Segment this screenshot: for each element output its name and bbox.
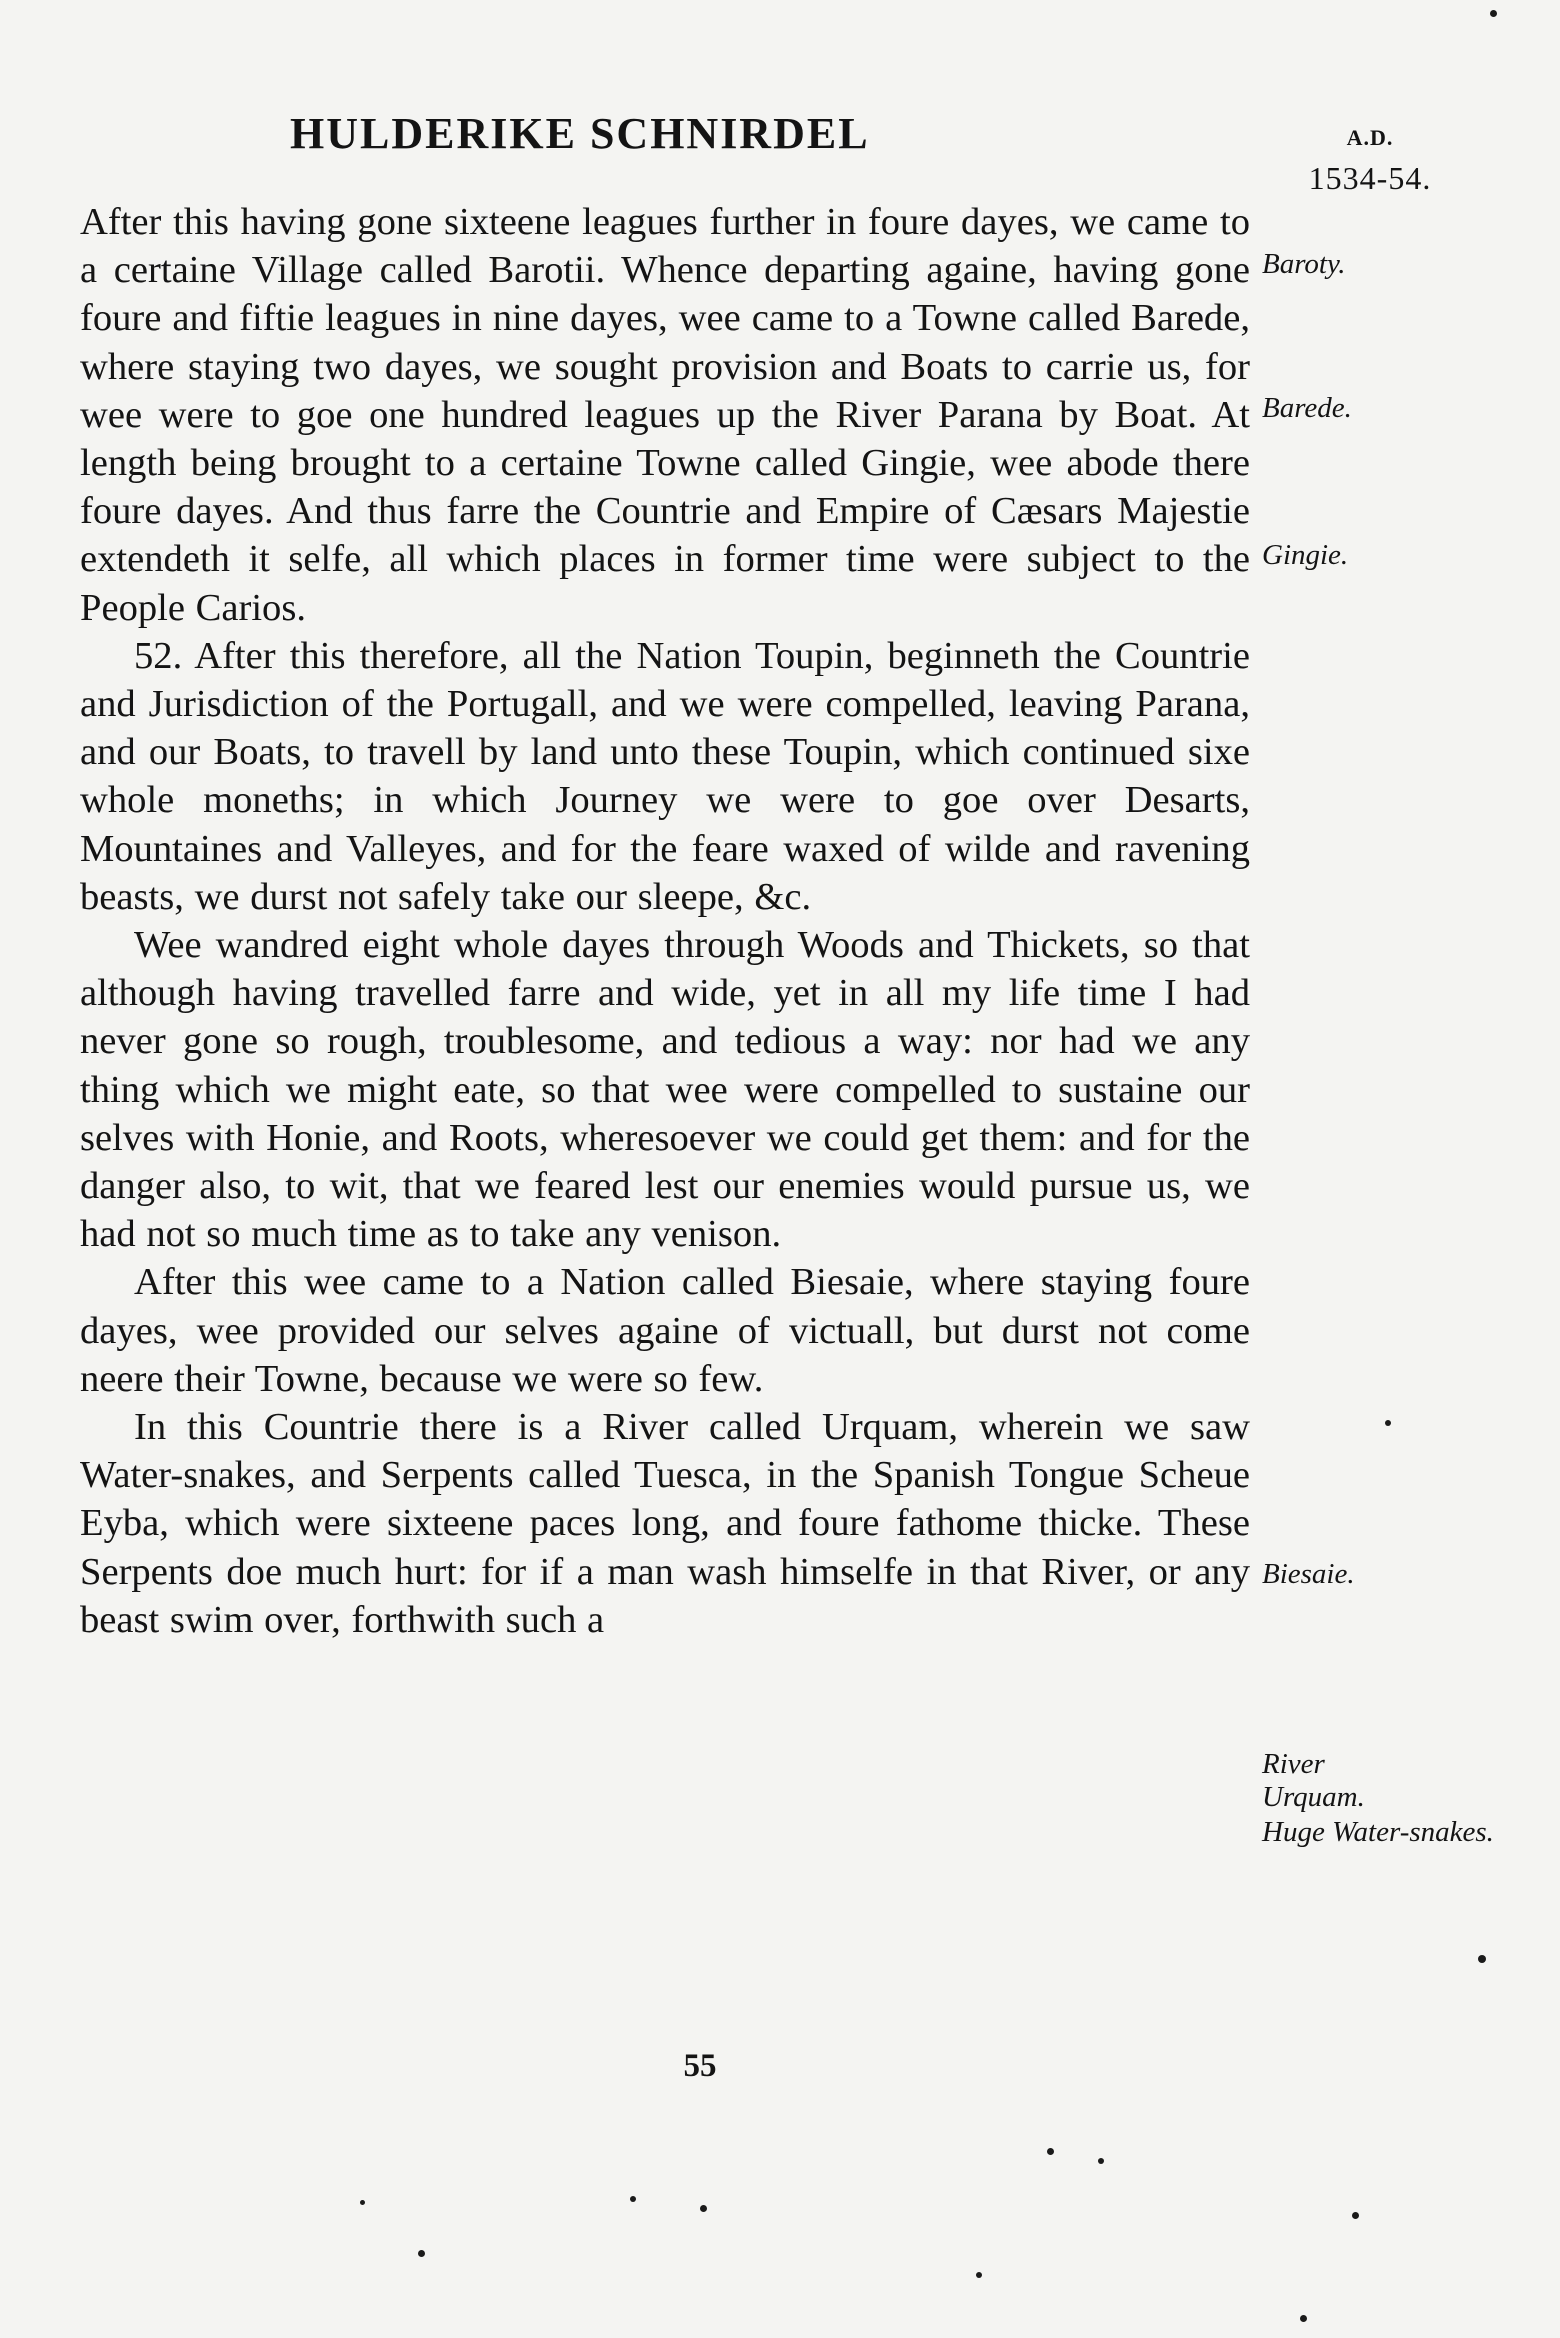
anno-domini-label: A.D.	[1346, 125, 1394, 150]
paragraph-3: Wee wandred eight whole dayes through Woods and Thickets, so that although having travelled farre and wide, yet in all my life time I had never gone so rough, troublesome, and tedious a way: nor had we any thing which we might eate, so that wee were compelled to sustaine our selves with Honie, and Roots, wheresoever we could get them: and for the danger also, to wit, that we feared lest our enemies would pursue us, we had not so much time as to take any venison.	[80, 924, 1250, 1256]
year-range: 1534-54.	[1308, 160, 1432, 196]
margin-note-water-snakes: Huge Water-snakes.	[1262, 1816, 1494, 1848]
date-marginal	[1290, 118, 1450, 198]
paragraph-5: In this Countrie there is a River called Urquam, wherein we saw Water-snakes, and Serpents called Tuesca, in the Spanish Tongue Scheue Eyba, which were sixteene paces long, and foure fathome thicke. These Serpents doe much hurt: for if a man wash himselfe in that River, or any beast swim over, forthwith such a	[80, 1406, 1250, 1641]
margin-note-baroty: Baroty.	[1262, 248, 1346, 280]
scan-speck	[1385, 1420, 1391, 1426]
body-text	[80, 198, 1250, 1644]
margin-note-river-urquam: River Urquam.	[1262, 1748, 1365, 1813]
scan-speck	[1478, 1955, 1486, 1963]
scan-speck	[630, 2196, 636, 2202]
scan-speck	[700, 2205, 707, 2212]
margin-note-gingie: Gingie.	[1262, 539, 1349, 571]
scan-speck	[1047, 2148, 1054, 2155]
scan-speck	[1098, 2158, 1104, 2164]
paragraph-2: 52. After this therefore, all the Nation Toupin, beginneth the Countrie and Jurisdiction of the Portugall, and we were compelled, leaving Parana, and our Boats, to travell by land unto these Toupin, which continued sixe whole moneths; in which Journey we were to goe over Desarts, Mountaines and Valleyes, and for the feare waxed of wilde and ravening beasts, we durst not safely take our sleepe, &c.	[80, 634, 1250, 918]
scan-speck	[1300, 2315, 1307, 2322]
running-title: HULDERIKE SCHNIRDEL	[290, 109, 870, 158]
scan-speck	[418, 2250, 425, 2257]
scan-speck	[1352, 2212, 1359, 2219]
scan-speck	[360, 2200, 365, 2205]
margin-note-barede: Barede.	[1262, 392, 1352, 424]
paragraph-4: After this wee came to a Nation called Biesaie, where staying foure dayes, wee provided our selves againe of victuall, but durst not come neere their Towne, because we were so few.	[80, 1261, 1250, 1400]
scan-speck	[976, 2272, 982, 2278]
margin-note-biesaie: Biesaie.	[1262, 1558, 1355, 1590]
paragraph-1: After this having gone sixteene leagues further in foure dayes, we came to a certaine Village called Barotii. Whence departing againe, having gone foure and fiftie leagues in nine dayes, wee came to a Towne called Barede, where staying two dayes, we sought provision and Boats to carrie us, for wee were to goe one hundred leagues up the River Parana by Boat. At length being brought to a certaine Towne called Gingie, wee abode there foure dayes. And thus farre the Countrie and Empire of Cæsars Majestie extendeth it selfe, all which places in former time were subject to the People Carios.	[80, 201, 1250, 629]
scan-speck	[1490, 10, 1497, 17]
page-number: 55	[683, 2048, 717, 2084]
